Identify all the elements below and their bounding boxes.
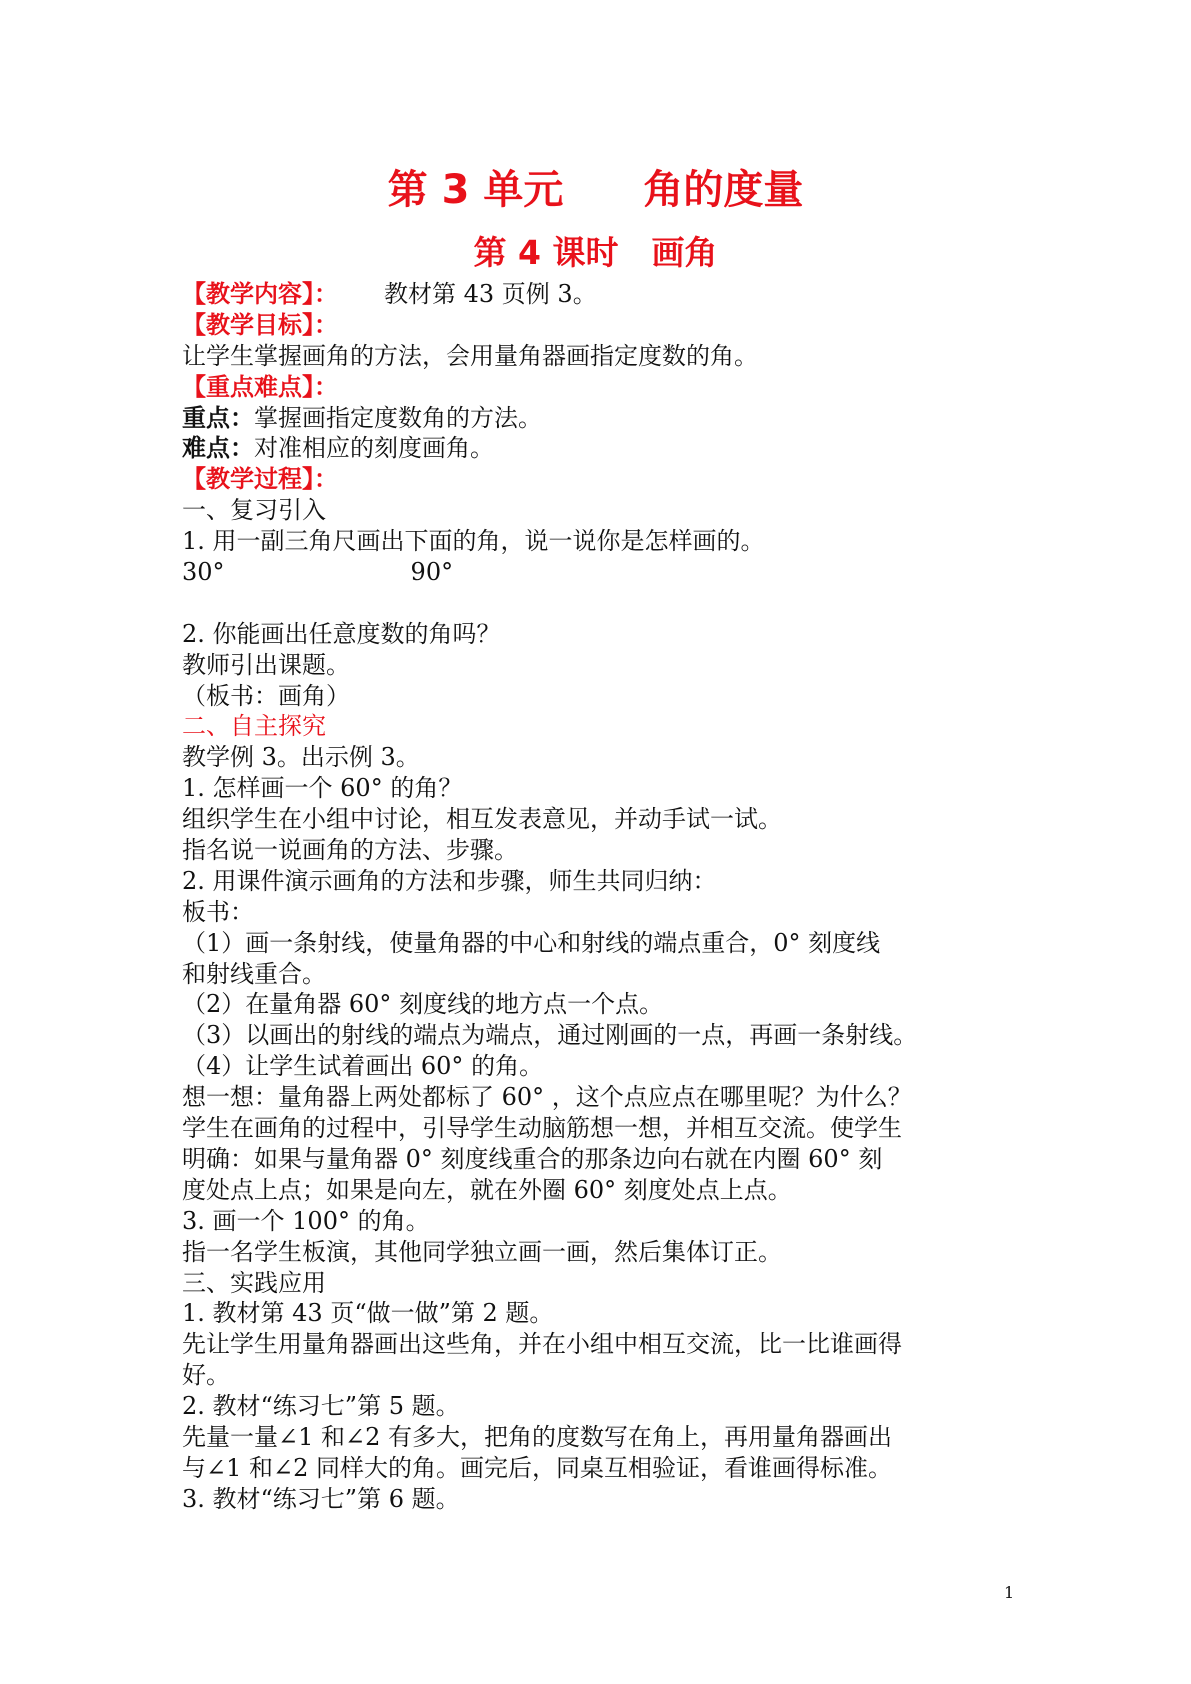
s2-line-3: 组织学生在小组中讨论，相互发表意见，并动手试一试。 xyxy=(182,805,782,834)
s2-line-8: （2）在量角器 60° 刻度线的地方点一个点。 xyxy=(182,990,664,1019)
s1-degrees-row xyxy=(182,557,1032,588)
s1-line-3: 教师引出课题。 xyxy=(182,650,350,679)
difficulty-row xyxy=(182,433,1032,464)
goals-text: 让学生掌握画角的方法，会用量角器画指定度数的角。 xyxy=(182,341,758,370)
s2-line-2: 1. 怎样画一个 60° 的角？ xyxy=(182,774,463,803)
s2-line-1: 教学例 3。出示例 3。 xyxy=(182,743,420,772)
s1-line-2: 2. 你能画出任意度数的角吗？ xyxy=(182,619,501,648)
unit-title: 第 3 单元 角的度量 xyxy=(387,167,804,213)
key-point-text: 掌握画指定度数角的方法。 xyxy=(254,403,542,432)
content-text: 教材第 43 页例 3。 xyxy=(384,280,597,308)
section-3-heading: 三、实践应用 xyxy=(182,1268,326,1297)
difficulty-text: 对准相应的刻度画角。 xyxy=(254,434,494,463)
degree-30: 30° xyxy=(182,558,225,587)
s2-line-4: 指名说一说画角的方法、步骤。 xyxy=(182,836,518,865)
s3-line-2a: 先让学生用量角器画出这些角，并在小组中相互交流，比一比谁画得 xyxy=(182,1330,902,1359)
key-point-row xyxy=(182,403,1032,434)
blank-line xyxy=(182,588,1032,619)
s2-line-11a: 想一想：量角器上两处都标了 60° ，这个点应点在哪里呢？为什么？ xyxy=(182,1083,912,1112)
s3-line-4b: 与∠1 和∠2 同样大的角。画完后，同桌互相验证，看谁画得标准。 xyxy=(182,1453,893,1482)
s1-line-1: 1. 用一副三角尺画出下面的角，说一说你是怎样画的。 xyxy=(182,527,765,556)
s2-line-13: 指一名学生板演，其他同学独立画一画，然后集体订正。 xyxy=(182,1237,782,1266)
s3-line-3: 2. 教材“练习七”第 5 题。 xyxy=(182,1392,460,1421)
s2-line-7a: （1）画一条射线，使量角器的中心和射线的端点重合，0° 刻度线 xyxy=(182,928,881,957)
s2-line-11d: 度处点上点；如果是向左，就在外圈 60° 刻度处点上点。 xyxy=(182,1175,792,1204)
lesson-body xyxy=(182,279,1032,1515)
page-number: 1 xyxy=(1004,1583,1015,1602)
s2-line-10: （4）让学生试着画出 60° 的角。 xyxy=(182,1052,544,1081)
s3-line-1: 1. 教材第 43 页“做一做”第 2 题。 xyxy=(182,1299,554,1328)
s3-line-5: 3. 教材“练习七”第 6 题。 xyxy=(182,1484,460,1513)
s3-line-4a: 先量一量∠1 和∠2 有多大，把角的度数写在角上，再用量角器画出 xyxy=(182,1422,893,1451)
s2-line-5: 2. 用课件演示画角的方法和步骤，师生共同归纳： xyxy=(182,866,717,895)
goals-label: 【教学目标】： xyxy=(182,310,338,339)
s2-line-6: 板书： xyxy=(182,897,254,926)
content-label: 【教学内容】： xyxy=(182,280,338,308)
difficulty-label: 难点： xyxy=(182,434,254,463)
key-point-label: 重点： xyxy=(182,403,254,432)
keypoints-label: 【重点难点】： xyxy=(182,372,338,401)
section-1-heading: 一、复习引入 xyxy=(182,496,326,525)
s3-line-2b: 好。 xyxy=(182,1361,230,1390)
degree-90: 90° xyxy=(410,558,454,587)
s2-line-11c: 明确：如果与量角器 0° 刻度线重合的那条边向右就在内圈 60° 刻 xyxy=(182,1144,883,1173)
s2-line-9: （3）以画出的射线的端点为端点，通过刚画的一点，再画一条射线。 xyxy=(182,1021,918,1050)
s2-line-7b: 和射线重合。 xyxy=(182,959,326,988)
content-row xyxy=(182,279,1032,310)
process-label: 【教学过程】： xyxy=(182,465,338,494)
section-2-heading: 二、自主探究 xyxy=(182,712,326,741)
lesson-title: 第 4 课时 画角 xyxy=(473,233,718,272)
s2-line-11b: 学生在画角的过程中，引导学生动脑筋想一想，并相互交流。使学生 xyxy=(182,1114,902,1143)
s2-line-12: 3. 画一个 100° 的角。 xyxy=(182,1206,430,1235)
s1-line-4: （板书：画角） xyxy=(182,681,350,710)
